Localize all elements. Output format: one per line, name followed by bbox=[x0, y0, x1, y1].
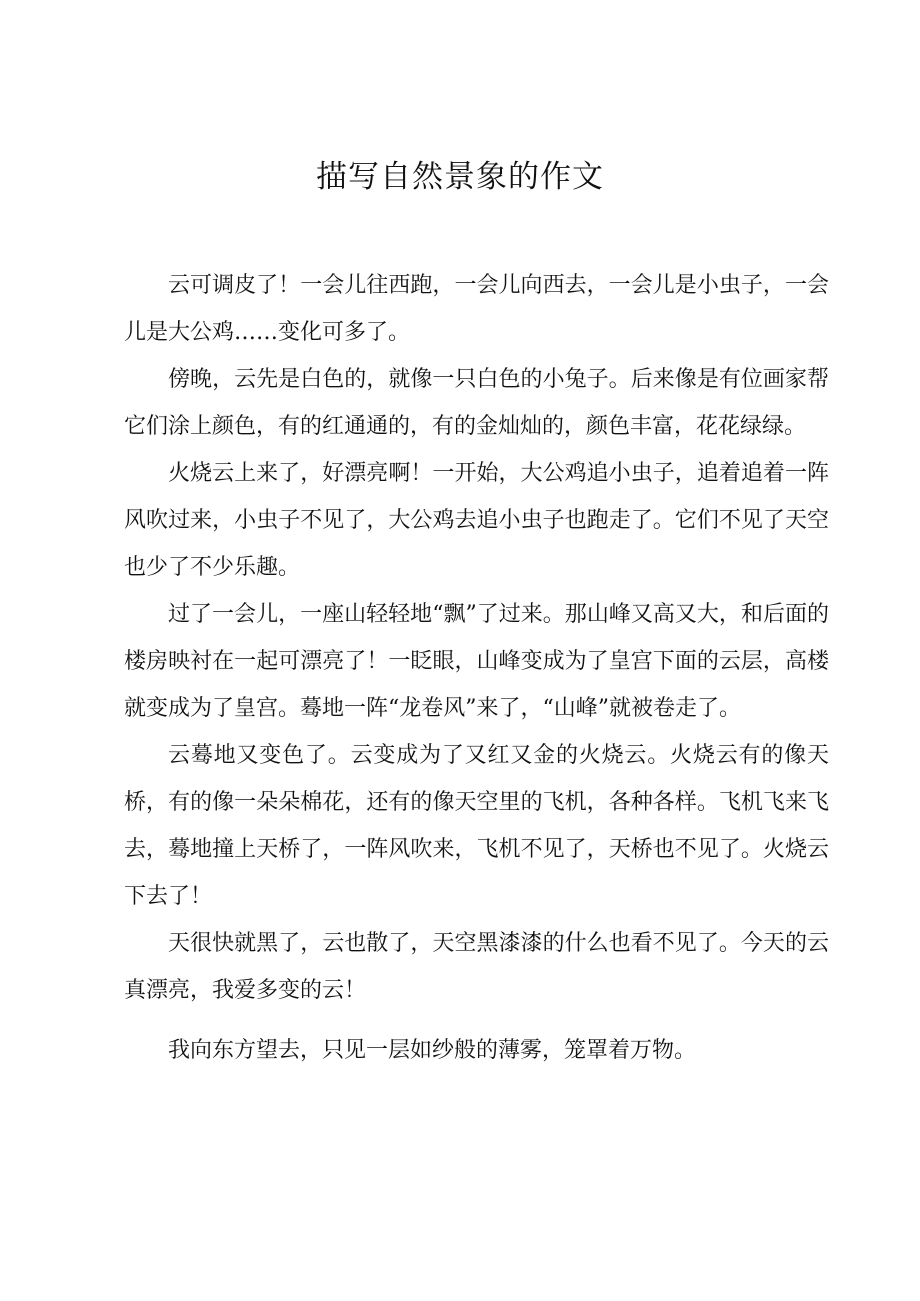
paragraph-3: 火烧云上来了，好漂亮啊！一开始，大公鸡追小虫子，追着追着一阵风吹过来，小虫子不见了，大公鸡去追小虫子也跑走了。它们不见了天空也少了不少乐趣。 bbox=[124, 461, 829, 580]
paragraph-5: 云蓦地又变色了。云变成为了又红又金的火烧云。火烧云有的像天桥，有的像一朵朵棉花，还有的像天空里的飞机，各种各样。飞机飞来飞去，蓦地撞上天桥了，一阵风吹来，飞机不见了，天桥也不见了。火烧云下去了！ bbox=[124, 743, 829, 909]
paragraph-4: 过了一会儿，一座山轻轻地“飘”了过来。那山峰又高又大，和后面的楼房映衬在一起可漂亮了！一眨眼，山峰变成为了皇宫下面的云层，高楼就变成为了皇宫。蓦地一阵“龙卷风”来了，“山峰”就被卷走了。 bbox=[124, 602, 829, 721]
paragraph-6: 天很快就黑了，云也散了，天空黑漆漆的什么也看不见了。今天的云真漂亮，我爱多变的云！ bbox=[124, 931, 829, 1003]
page-title: 描写自然景象的作文 bbox=[316, 158, 604, 195]
essay-body bbox=[124, 262, 829, 1074]
paragraph-7: 我向东方望去，只见一层如纱般的薄雾，笼罩着万物。 bbox=[168, 1038, 697, 1063]
paragraph-1: 云可调皮了！一会儿往西跑，一会儿向西去，一会儿是小虫子，一会儿是大公鸡……变化可多了。 bbox=[124, 273, 829, 345]
paragraph-2: 傍晚，云先是白色的，就像一只白色的小兔子。后来像是有位画家帮它们涂上颜色，有的红通通的，有的金灿灿的，颜色丰富，花花绿绿。 bbox=[124, 367, 829, 439]
